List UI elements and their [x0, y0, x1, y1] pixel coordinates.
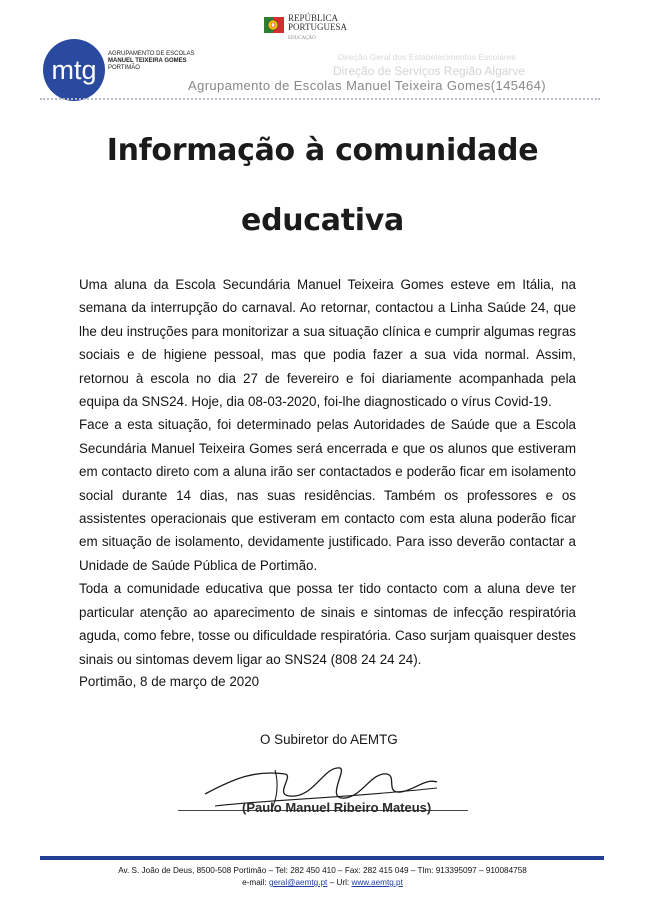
republic-header: [288, 14, 347, 43]
republic-sub: EDUCAÇÃO: [288, 36, 316, 41]
ministry-line1: Direção Geral dos Estabelecimentos Escolares: [338, 52, 516, 62]
republic-line1: REPÚBLICA: [288, 13, 339, 23]
page-title-line1: Informação à comunidade: [106, 133, 539, 168]
school-logo: [42, 38, 106, 102]
date-line: Portimão, 8 de março de 2020: [79, 674, 260, 689]
logo-text: mtg: [51, 55, 97, 85]
signer-name: (Paulo Manuel Ribeiro Mateus): [242, 800, 432, 815]
paragraph-2: Face a esta situação, foi determinado pelas Autoridades de Saúde que a Escola Secundária Manuel Teixeira Gomes será encerrada e que os alunos que estiveram em contacto direto com a aluna irão ser contactados e poderão ficar em isolamento social durante 14 dias, nas suas residências. Também os professores e os assistentes operacionais que estiveram em contacto com esta aluna poderão ficar em situação de isolamento, devidamente justificado. Para isso deverão contactar a Unidade de Saúde Pública de Portimão.: [79, 417, 576, 573]
footer-contacts: [0, 878, 645, 887]
header-divider: [40, 98, 600, 100]
body-text: [79, 273, 576, 671]
ministry-line2: Direção de Serviços Região Algarve: [333, 64, 526, 78]
school-line3: PORTIMÃO: [108, 65, 140, 71]
email-label: e-mail:: [242, 878, 267, 887]
page-title-line2: educativa: [241, 203, 404, 238]
footer-address: Av. S. João de Deus, 8500-508 Portimão – Tel: 282 450 410 – Fax: 282 415 049 – Tlm: 913395097 – 910084758: [118, 866, 527, 875]
school-line1: AGRUPAMENTO DE ESCOLAS: [108, 51, 195, 57]
website-link[interactable]: www.aemtg.pt: [351, 878, 403, 887]
footer-bar: [40, 856, 604, 860]
school-line2: MANUEL TEIXEIRA GOMES: [108, 58, 187, 64]
republic-line2: PORTUGUESA: [288, 22, 347, 32]
signer-role: O Subiretor do AEMTG: [260, 732, 398, 747]
email-link[interactable]: geral@aemtg.pt: [268, 878, 328, 887]
url-label: – Url:: [329, 878, 350, 887]
agrupamento-line: Agrupamento de Escolas Manuel Teixeira Gomes(145464): [188, 78, 547, 93]
republic-emblem-icon: [262, 14, 286, 38]
paragraph-3: Toda a comunidade educativa que possa ter tido contacto com a aluna deve ter particular atenção ao aparecimento de sinais e sintomas de infecção respiratória aguda, como febre, tosse ou dificuldade respiratória. Caso surjam quaisquer destes sinais ou sintomas devem ligar ao SNS24 (808 24 24 24).: [79, 581, 576, 667]
school-name: [108, 51, 194, 72]
paragraph-1: Uma aluna da Escola Secundária Manuel Teixeira Gomes esteve em Itália, na semana da interrupção do carnaval. Ao retornar, contactou a Linha Saúde 24, que lhe deu instruções para monitorizar a sua situação clínica e cumprir algumas regras sociais e de higiene pessoal, mas que podia fazer a sua vida normal. Assim, retornou à escola no dia 27 de fevereiro e foi diariamente acompanhada pela equipa da SNS24. Hoje, dia 08-03-2020, foi-lhe diagnosticado o vírus Covid-19.: [79, 277, 576, 410]
